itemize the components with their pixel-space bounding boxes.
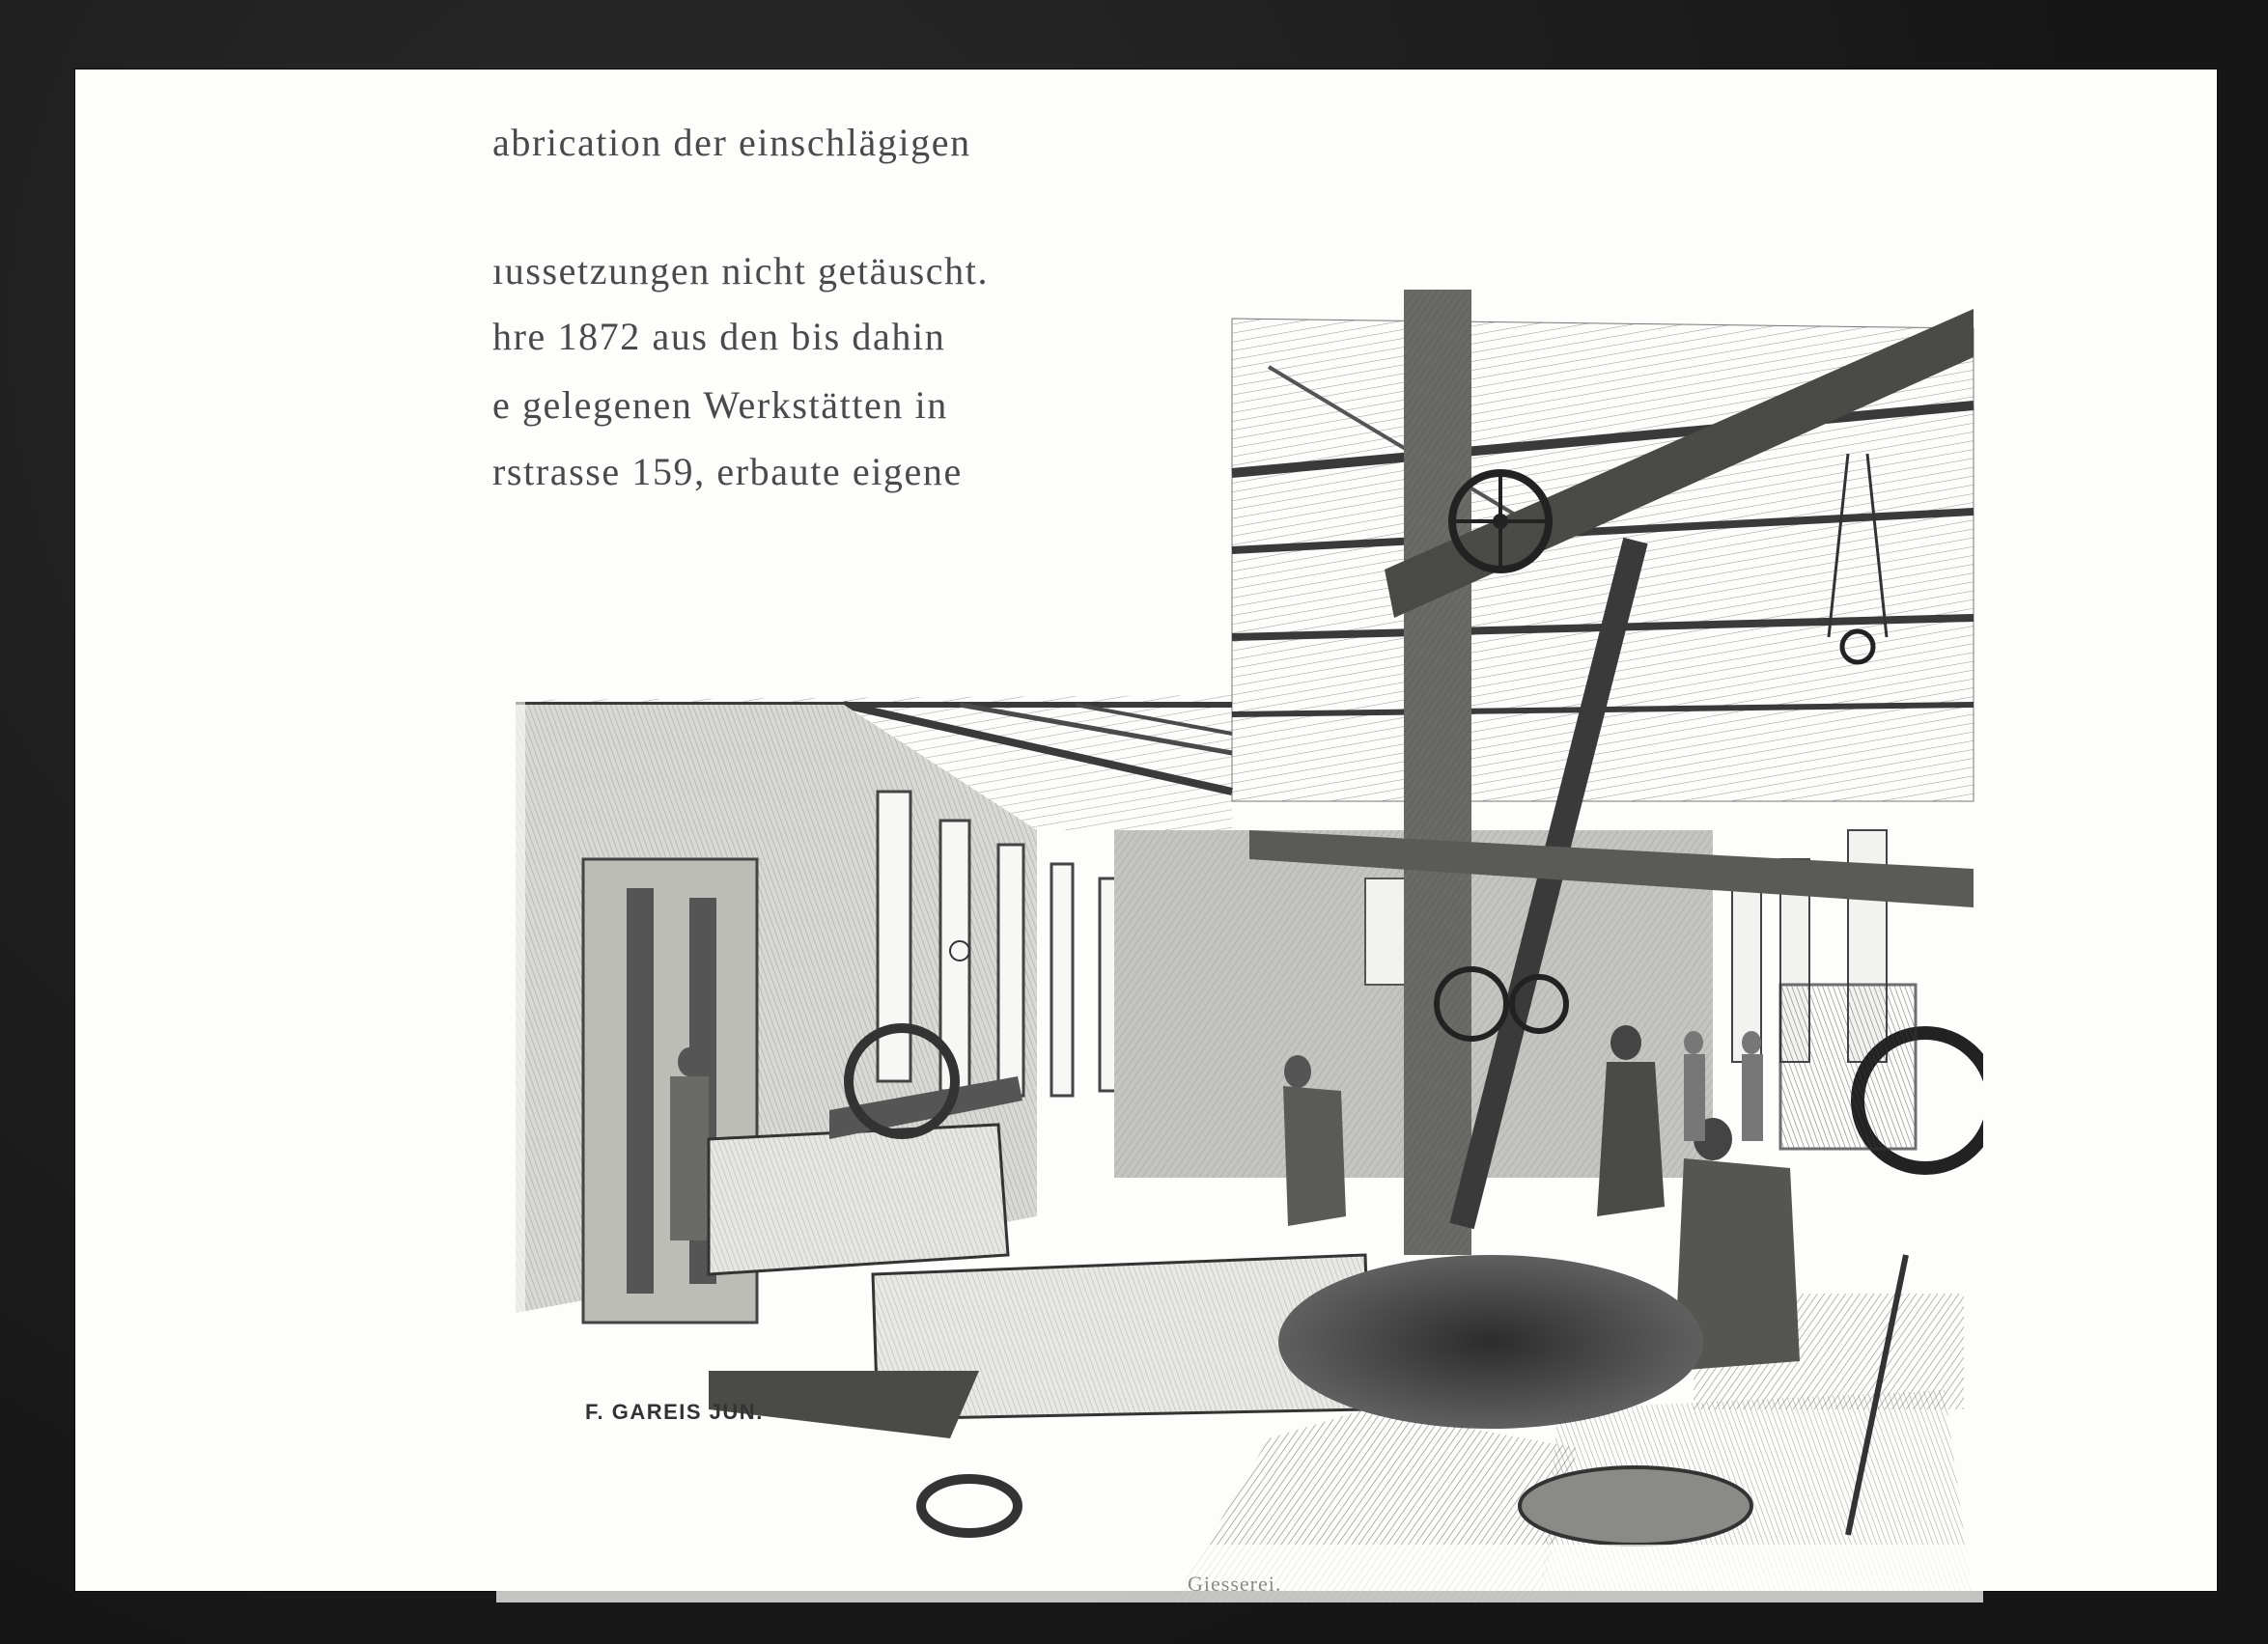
- text-line-4: e gelegenen Werkstätten in: [492, 383, 948, 427]
- artist-signature: F. GAREIS JUN.: [585, 1400, 764, 1424]
- foundry-engraving: [496, 251, 1983, 1602]
- text-line-3: hre 1872 aus den bis dahin: [492, 315, 946, 358]
- text-line-2: ıussetzungen nicht getäuscht.: [492, 249, 990, 293]
- book-page: [75, 70, 2217, 1596]
- text-line-1: abrication der einschlägigen: [492, 121, 971, 164]
- figure-caption: Giesserei.: [1188, 1572, 1282, 1596]
- text-line-5: rstrasse 159, erbaute eigene: [492, 450, 963, 493]
